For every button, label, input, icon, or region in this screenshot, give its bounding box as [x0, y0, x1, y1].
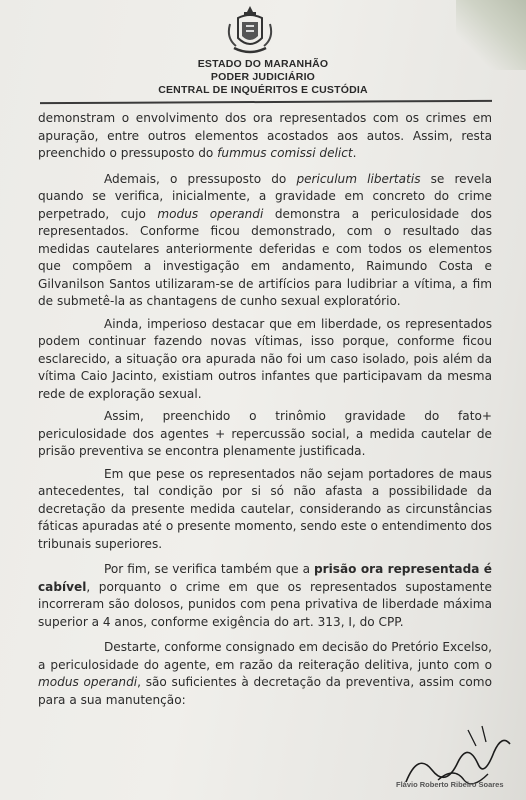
- paragraph-3: Ainda, imperioso destacar que em liberdade, os representados podem continuar fazendo novas vítimas, isso porque, conforme ficou esclarecido, a situação ora apurada não foi um caso isolado, pois além da vítima Caio Jacinto, existiam outros infantes que participavam da mesma rede de exploração sexual.: [38, 316, 492, 401]
- italic-term: modus operandi: [157, 206, 264, 221]
- header-judiciary: PODER JUDICIÁRIO: [210, 71, 316, 83]
- italic-term: modus operandi: [38, 675, 138, 689]
- header-central: CENTRAL DE INQUÉRITOS E CUSTÓDIA: [158, 84, 368, 96]
- document-body: [38, 110, 492, 714]
- paragraph-5: Em que pese os representados não sejam portadores de maus antecedentes, tal condição por si só não afasta a possibilidade da decretação da presente medida cautelar, considerando as circunstâncias fáticas apuradas até o presente momento, sendo este o entendimento dos tribunais superiores.: [38, 466, 492, 551]
- paragraph-4: Assim, preenchido o trinômio gravidade do fato+ periculosidade dos agentes + repercussão social, a medida cautelar de prisão preventiva se encontra plenamente justificada.: [38, 409, 492, 458]
- bold-phrase: prisão ora representada é cabível: [38, 562, 492, 594]
- paragraph-1: demonstram o envolvimento dos ora representados com os crimes em apuração, entre outros elementos acostados aos autos. Assim, resta preenchido o pressuposto do fummus comissi delict.: [38, 111, 492, 160]
- coat-of-arms-icon: [224, 4, 276, 58]
- header-state: ESTADO DO MARANHÃO: [197, 58, 329, 70]
- paragraph-2: Ademais, o pressuposto do periculum libertatis se revela quando se verifica, inicialmente, a gravidade em concreto do crime perpetrado, cujo modus operandi demonstra a periculosidade dos representados. Conforme ficou demonstrado, com o resultado das medidas cautelares anteriormente deferidas e com todos os elementos que compõem a investigação em andamento, Raimundo Costa e Gilvanilson Santos utilizaram-se de artifícios para ludibriar a vítima, a fim de submetê-la as chantagens de cunho sexual exploratório.: [38, 171, 492, 308]
- italic-term: periculum libertatis: [296, 171, 421, 186]
- paragraph-7: Destarte, conforme consignado em decisão do Pretório Excelso, a periculosidade do agente, em razão da reiteração delitiva, junto com o modus operandi, são suficientes à decretação da preventiva, assim como para a sua manutenção:: [38, 640, 492, 707]
- italic-term: fummus comissi delict: [217, 146, 353, 160]
- paragraph-6: Por fim, se verifica também que a prisão ora representada é cabível, porquanto o crime em que os representados supostamente incorreram são dolosos, punidos com pena privativa de liberdade máxima superior a 4 anos, conforme exigência do art. 313, I, do CPP.: [38, 562, 492, 629]
- signature-name: Flávio Roberto Ribeiro Soares: [396, 780, 504, 789]
